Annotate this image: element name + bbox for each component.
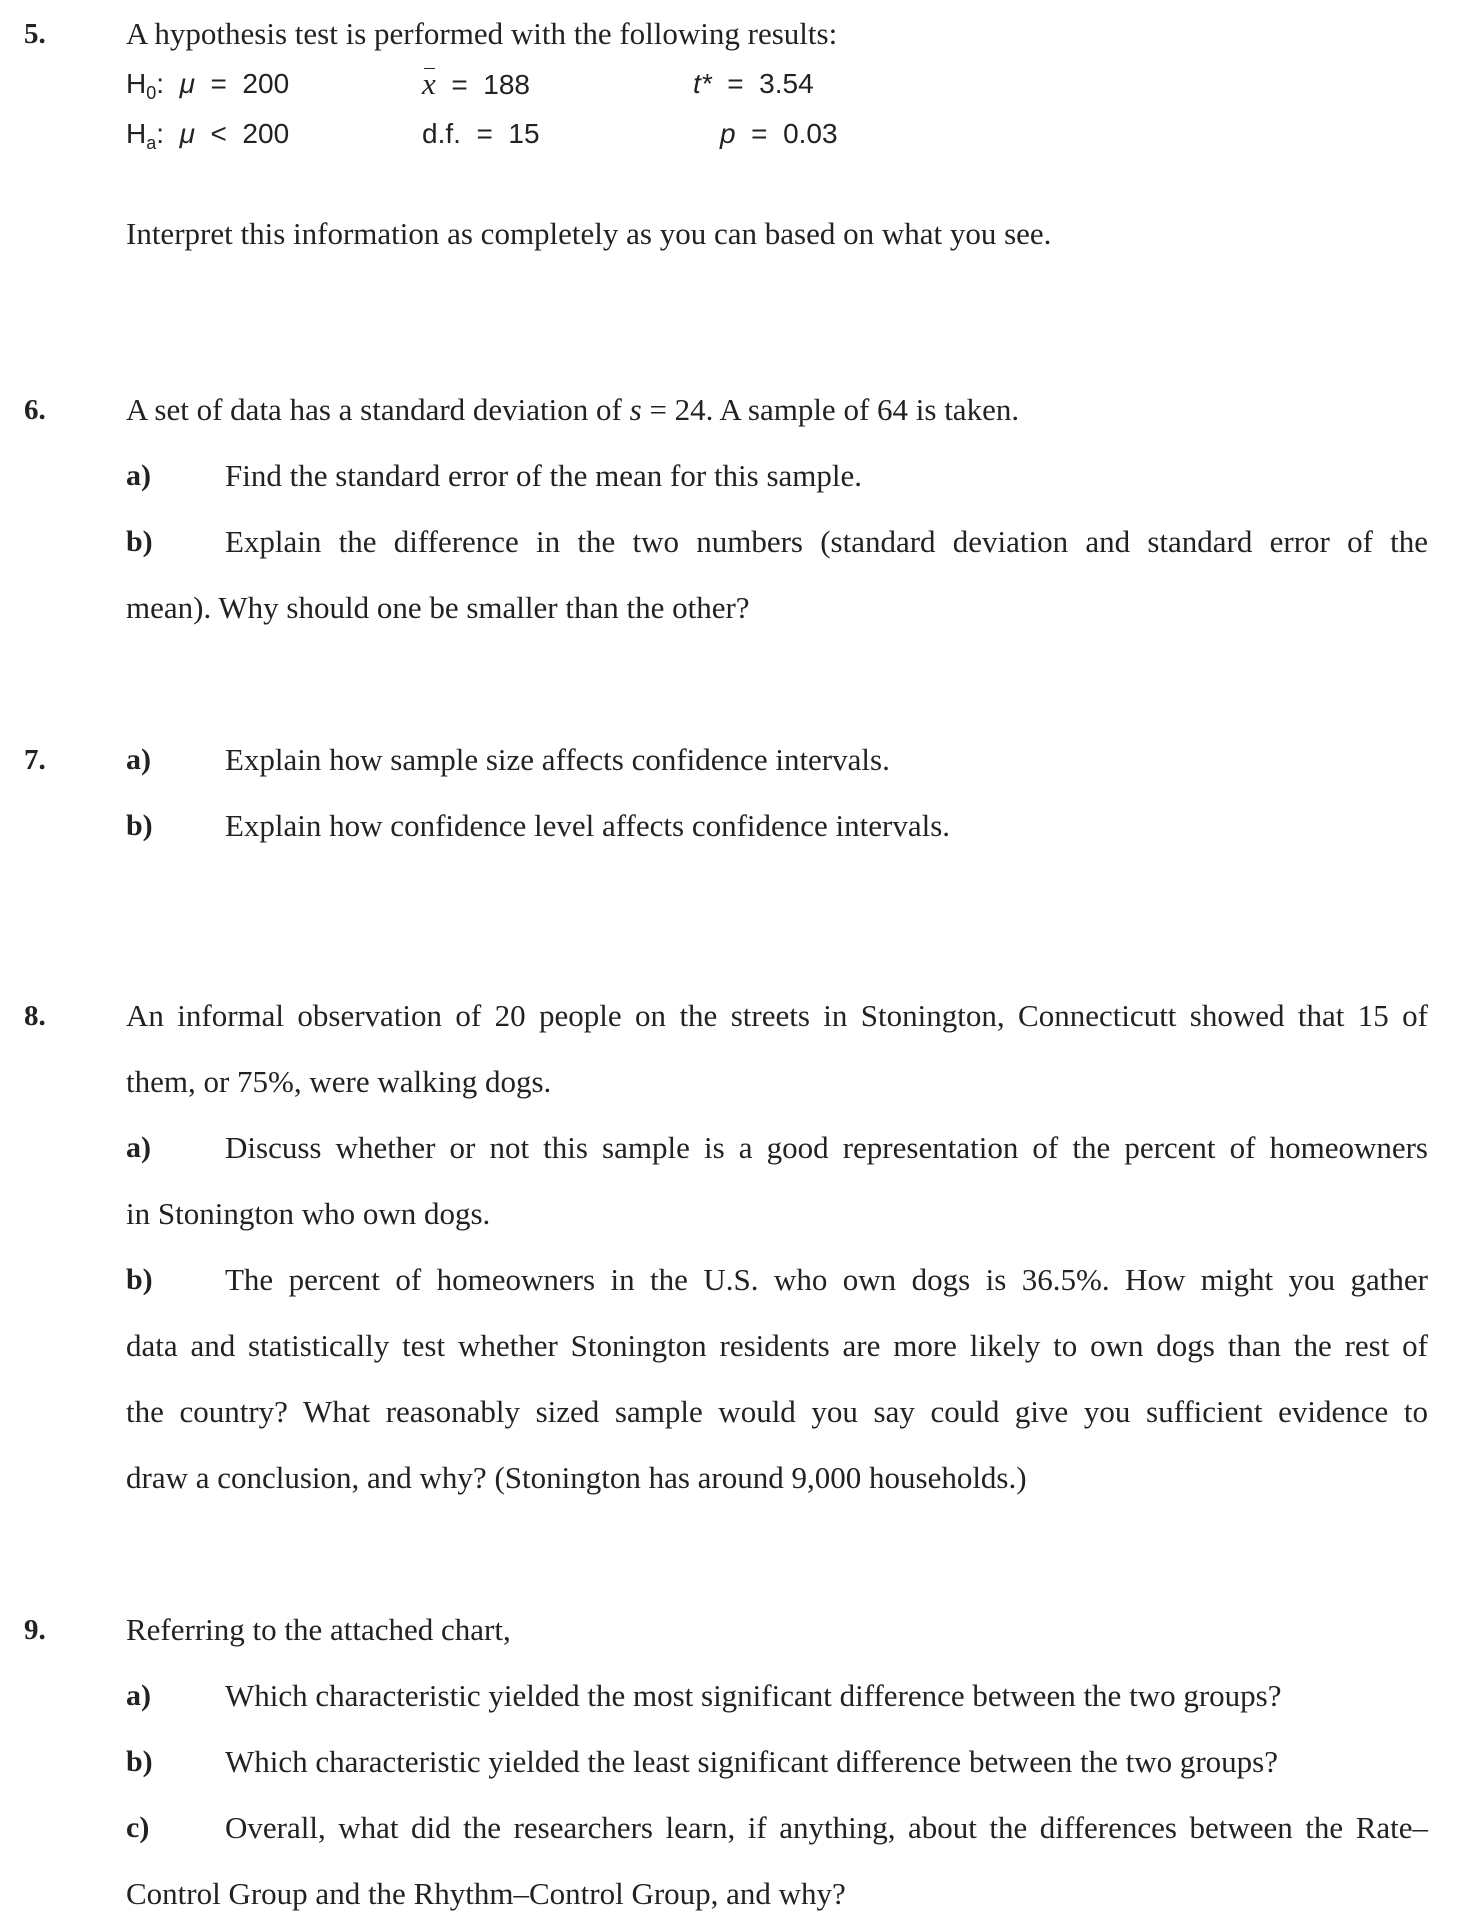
question-9c-text-line2: Control Group and the Rhythm–Control Group, and why? [126, 1876, 846, 1911]
question-6a-label: a) [126, 459, 151, 492]
question-6b-text-line1: Explain the difference in the two numbers (standard deviation and standard error of the [225, 524, 1428, 559]
question-6-number: 6. [24, 394, 46, 426]
question-6b-text-line2: mean). Why should one be smaller than the other? [126, 590, 750, 625]
question-8b-text-line3: the country? What reasonably sized sample would you say could give you sufficient evidence to [126, 1394, 1428, 1429]
question-5-intro: A hypothesis test is performed with the following results: [126, 16, 838, 51]
degrees-of-freedom: d.f. = 15 [422, 118, 540, 149]
question-6a-text: Find the standard error of the mean for this sample. [225, 458, 863, 493]
question-8b-text-line2: data and statistically test whether Stonington residents are more likely to own dogs than the rest of [126, 1328, 1428, 1363]
sample-mean: x = 188 [422, 64, 530, 105]
p-value: p = 0.03 [720, 118, 838, 149]
question-7-number: 7. [24, 744, 46, 776]
question-8b-label: b) [126, 1263, 153, 1296]
question-8b-text-line4: draw a conclusion, and why? (Stonington has around 9,000 households.) [126, 1460, 1027, 1495]
question-9a-text: Which characteristic yielded the most significant difference between the two groups? [225, 1678, 1282, 1713]
question-8b-text-line1: The percent of homeowners in the U.S. who own dogs is 36.5%. How might you gather [225, 1262, 1428, 1297]
t-statistic: t* = 3.54 [693, 68, 814, 99]
question-5-number: 5. [24, 18, 46, 50]
question-9c-label: c) [126, 1811, 150, 1844]
question-8-number: 8. [24, 1000, 46, 1032]
question-8a-label: a) [126, 1131, 151, 1164]
question-7b-label: b) [126, 809, 153, 842]
question-9b-text: Which characteristic yielded the least significant difference between the two groups? [225, 1744, 1278, 1779]
null-hypothesis: $H_0$: μ = 200 [126, 68, 290, 103]
question-6b-label: b) [126, 525, 153, 558]
question-9a-label: a) [126, 1679, 151, 1712]
question-7a-text: Explain how sample size affects confidence intervals. [225, 742, 890, 777]
question-7b-text: Explain how confidence level affects confidence intervals. [225, 808, 951, 843]
alternative-hypothesis: $H_a$: μ < 200 [126, 118, 290, 153]
question-9b-label: b) [126, 1745, 153, 1778]
question-5-prompt: Interpret this information as completely as you can based on what you see. [126, 216, 1052, 251]
question-7a-label: a) [126, 743, 151, 776]
question-9c-text-line1: Overall, what did the researchers learn, if anything, about the differences between the Rate– [225, 1810, 1428, 1845]
question-9-number: 9. [24, 1614, 46, 1646]
question-8a-text-line2: in Stonington who own dogs. [126, 1196, 491, 1231]
question-8-intro-line2: them, or 75%, were walking dogs. [126, 1064, 552, 1099]
question-8-intro-line1: An informal observation of 20 people on the streets in Stonington, Connecticutt showed that 15 of [126, 998, 1428, 1033]
question-9-intro: Referring to the attached chart, [126, 1612, 511, 1647]
question-6-intro: A set of data has a standard deviation of s = 24. A sample of 64 is taken. [126, 392, 1020, 427]
question-8a-text-line1: Discuss whether or not this sample is a good representation of the percent of homeowners [225, 1130, 1428, 1165]
